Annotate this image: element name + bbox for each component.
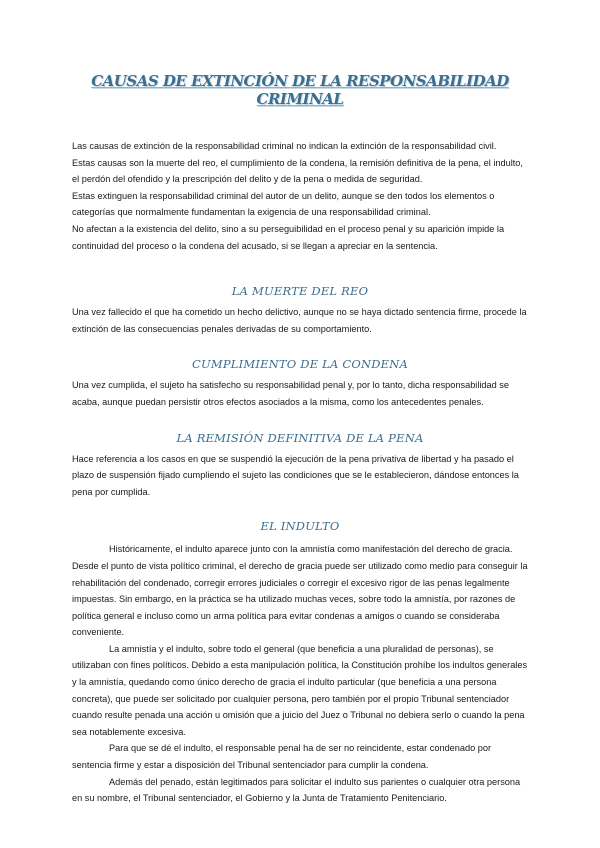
paragraph-muerte: Una vez fallecido el que ha cometido un hecho delictivo, aunque no se haya dictado sentencia firme, procede la extinción de las consecuencias penales derivadas de su comportamiento. <box>72 307 527 334</box>
paragraph-indulto: Históricamente, el indulto aparece junto con la amnistía como manifestación del derecho de gracia. Desde el punto de vista político criminal, el derecho de gracia puede ser utilizado como medio para conseguir la rehabilitación del condenado, corregir errores judiciales o corregir el excesivo rigor de las penas legalmente impuestas. Sin embargo, en la práctica se ha utilizado muchas veces, sobre todo la amnistía, por razones de política general e incluso como un arma política para evitar condenas a amigos o cuando se consideraba conveniente. <box>72 544 528 638</box>
paragraph-remision: Hace referencia a los casos en que se suspendió la ejecución de la pena privativa de libertad y ha pasado el plazo de suspensión fijado cumpliendo el sujeto las condiciones que se le establecieron, dándose entonces la pena por cumplida. <box>72 453 519 497</box>
intro-paragraph: Estas causas son la muerte del reo, el cumplimiento de la condena, la remisión definitiva de la pena, el indulto, el perdón del ofendido y la prescripción del delito y de la pena o medida de seguridad. <box>72 157 523 185</box>
heading-cumplimiento-condena: CUMPLIMIENTO DE LA CONDENA <box>191 357 409 372</box>
intro-paragraph: Estas extinguen la responsabilidad criminal del autor de un delito, aunque se den todos los elementos o categorías que normalmente fundamentan la exigencia de una responsabilidad criminal. <box>72 190 495 218</box>
paragraph-indulto: Además del penado, están legitimados para solicitar el indulto sus parientes o cualquier otra persona en su nombre, el Tribunal sentenciador, el Gobierno y la Junta de Tratamiento Penitenciario. <box>72 776 521 804</box>
paragraph-cumplimiento: Una vez cumplida, el sujeto ha satisfecho su responsabilidad penal y, por lo tanto, dicha responsabilidad se acaba, aunque puedan persistir otros efectos asociados a la misma, como los antecedentes penales. <box>72 380 510 407</box>
document-title: CAUSAS DE EXTINCIÓN DE LA RESPONSABILIDAD CRIMINAL <box>91 72 509 108</box>
title-wrap <box>76 72 524 108</box>
intro-block <box>72 138 528 254</box>
paragraph-indulto: La amnistía y el indulto, sobre todo el general (que beneficia a una pluralidad de personas), se utilizaban con fines políticos. Debido a esta manipulación política, la Constitución prohíbe los indultos generales y la amnistía, quedando como único derecho de gracia el indulto particular (que beneficia a una persona concreta), que puede ser solicitado por cualquier persona, pero también por el propio Tribunal sentenciador cuando resulte penada una acción u omisión que a juicio del Juez o Tribunal no debiera serlo o cuando la pena sea notablemente excesiva. <box>72 643 528 737</box>
heading-muerte-del-reo: LA MUERTE DEL REO <box>231 284 369 299</box>
heading-remision-definitiva: LA REMISIÓN DEFINITIVA DE LA PENA <box>176 430 424 445</box>
heading-indulto: EL INDULTO <box>260 519 340 534</box>
intro-paragraph: No afectan a la existencia del delito, sino a su perseguibilidad en el proceso penal y su aparición impide la continuidad del proceso o la condena del acusado, si se llegan a apreciar en la sentencia. <box>72 223 505 251</box>
paragraph-indulto: Para que se dé el indulto, el responsable penal ha de ser no reincidente, estar condenado por sentencia firme y estar a disposición del Tribunal sentenciador para cumplir la condena. <box>72 743 492 771</box>
intro-paragraph: Las causas de extinción de la responsabilidad criminal no indican la extinción de la responsabilidad civil. <box>72 141 497 151</box>
